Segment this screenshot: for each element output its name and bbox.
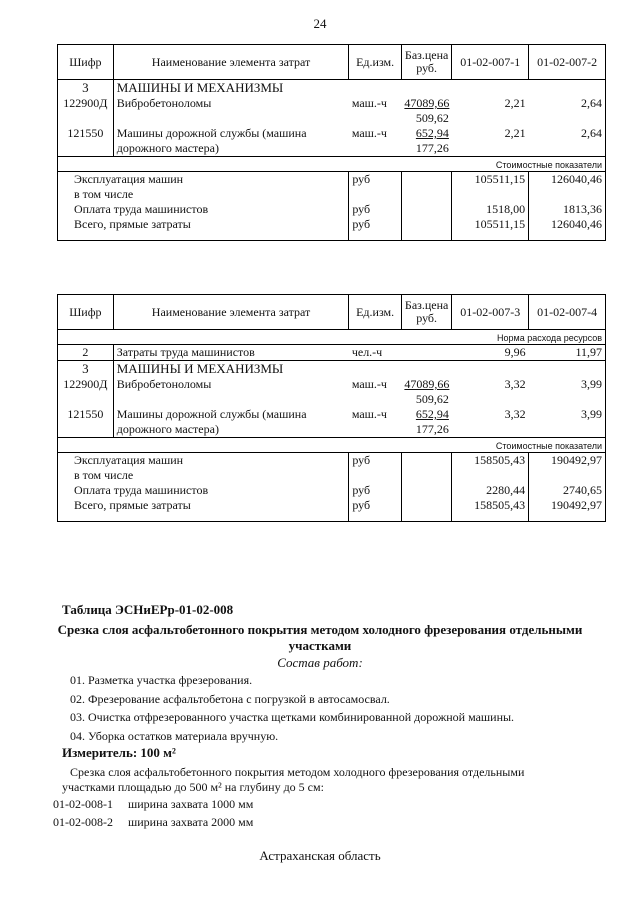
total-row [58,187,606,202]
header-unit: Ед.изм. [349,45,402,80]
section-title-line-2: участками [288,638,352,653]
total-name: Эксплуатация машин [58,172,349,188]
total-row [58,217,606,241]
work-step: 01. Разметка участка фрезерования. [70,673,253,687]
row-value-1: 2,21 [504,126,526,140]
total-value-2: 190492,97 [529,453,606,469]
row-price: 47089,66 509,62 [404,96,450,125]
row-value-1: 3,32 [504,377,526,391]
total-unit: руб [349,172,402,188]
header-code: Шифр [58,295,114,330]
row-name: Затраты труда машинистов [113,345,349,361]
row-price: 47089,66 509,62 [404,377,450,406]
total-row [58,468,606,483]
total-value-2: 2740,65 [529,483,606,498]
row-value-1: 9,96 [452,345,529,361]
section-title: МАШИНЫ И МЕХАНИЗМЫ [113,361,605,378]
row-code: 122900Д [58,96,114,126]
item-code: 01-02-008-2 [53,815,113,829]
row-price: 652,94 177,26 [415,126,449,155]
row-name: Машины дорожной службы (машина дорожного мастера) [113,407,349,438]
total-row [58,202,606,217]
section-title-line-1: Срезка слоя асфальтобетонного покрытия методом холодного фрезерования отдельными [57,622,583,637]
row-value-1: 3,32 [504,407,526,421]
total-value-1: 158505,43 [452,453,529,469]
header-code: Шифр [58,45,114,80]
total-value-2: 126040,46 [529,172,606,188]
description-line-1: Срезка слоя асфальтобетонного покрытия методом холодного фрезерования отдельными [70,765,525,779]
composition-heading: Состав работ: [277,655,363,670]
total-row [58,483,606,498]
total-row [58,498,606,522]
total-unit: руб [349,453,402,469]
item-code: 01-02-008-1 [53,797,113,811]
header-col6: 01-02-007-2 [529,45,606,80]
header-col5: 01-02-007-3 [452,295,529,330]
total-name: Эксплуатация машин [58,453,349,469]
row-value-2: 2,64 [529,96,606,126]
total-value-2: 190492,97 [529,498,606,522]
work-step: 02. Фрезерование асфальтобетона с погрузкой в автосамосвал. [70,692,390,706]
total-name: в том числе [58,187,349,202]
row-unit: маш.-ч [351,377,387,391]
total-name: в том числе [58,468,349,483]
total-name: Всего, прямые затраты [58,217,349,241]
row-value-2: 2,64 [529,126,606,157]
cost-note: Стоимостные показатели [58,438,606,453]
cost-note-row [58,438,606,453]
table-row [58,96,606,126]
total-unit: руб [349,483,402,498]
total-unit: руб [349,217,402,241]
row-code: 121550 [58,126,114,157]
cost-table-2 [57,294,606,522]
row-unit: маш.-ч [351,126,387,140]
cost-note: Стоимостные показатели [58,157,606,172]
row-code: 121550 [58,407,114,438]
row-value-2: 3,99 [529,377,606,407]
header-unit: Ед.изм. [349,295,402,330]
meter-label: Измеритель: 100 м² [62,745,176,760]
row-value-2: 3,99 [529,407,606,438]
row-name: Вибробетоноломы [113,96,349,126]
row-name: Машины дорожной службы (машина дорожного мастера) [113,126,349,157]
total-name: Всего, прямые затраты [58,498,349,522]
row-code: 122900Д [58,377,114,407]
work-step: 03. Очистка отфрезерованного участка щетками комбинированной дорожной машины. [70,710,515,724]
cost-table-1 [57,44,606,241]
row-name: Вибробетоноломы [113,377,349,407]
norm-note: Норма расхода ресурсов [58,330,606,345]
table-row [58,377,606,407]
total-row [58,453,606,469]
header-name: Наименование элемента затрат [113,45,349,80]
total-value-1: 1518,00 [452,202,529,217]
table-label: Таблица ЭСНиЕРр-01-02-008 [62,602,234,617]
item-text: ширина захвата 1000 мм [128,797,254,811]
total-unit: руб [349,498,402,522]
section-row [58,80,606,97]
description-line-2: участками площадью до 500 м² на глубину до 5 см: [62,780,324,794]
header-col5: 01-02-007-1 [452,45,529,80]
total-unit: руб [349,202,402,217]
total-name: Оплата труда машинистов [58,202,349,217]
table-row [58,126,606,157]
item-text: ширина захвата 2000 мм [128,815,254,829]
section-title: МАШИНЫ И МЕХАНИЗМЫ [113,80,605,97]
header-base-price: Баз.цена руб. [401,45,451,80]
cost-note-row [58,157,606,172]
row-unit: маш.-ч [351,96,387,110]
header-col6: 01-02-007-4 [529,295,606,330]
row-unit: чел.-ч [349,345,402,361]
table-row [58,407,606,438]
total-value-2: 1813,36 [529,202,606,217]
norm-note-row [58,330,606,345]
total-name: Оплата труда машинистов [58,483,349,498]
footer-region: Астраханская область [259,848,381,863]
row-code: 2 [58,345,114,361]
row-value-2: 11,97 [529,345,606,361]
header-name: Наименование элемента затрат [113,295,349,330]
total-value-1: 105511,15 [452,172,529,188]
row-unit: маш.-ч [351,407,387,421]
total-value-1: 105511,15 [452,217,529,241]
page-number: 24 [313,16,327,31]
row-value-1: 2,21 [504,96,526,110]
total-value-2: 126040,46 [529,217,606,241]
total-value-1: 2280,44 [452,483,529,498]
row-price: 652,94 177,26 [415,407,449,436]
work-step: 04. Уборка остатков материала вручную. [70,729,279,743]
total-value-1: 158505,43 [452,498,529,522]
section-row [58,361,606,378]
total-row [58,172,606,188]
labor-row [58,345,606,361]
section-number: 3 [58,361,114,378]
header-base-price: Баз.цена руб. [401,295,451,330]
section-number: 3 [58,80,114,97]
